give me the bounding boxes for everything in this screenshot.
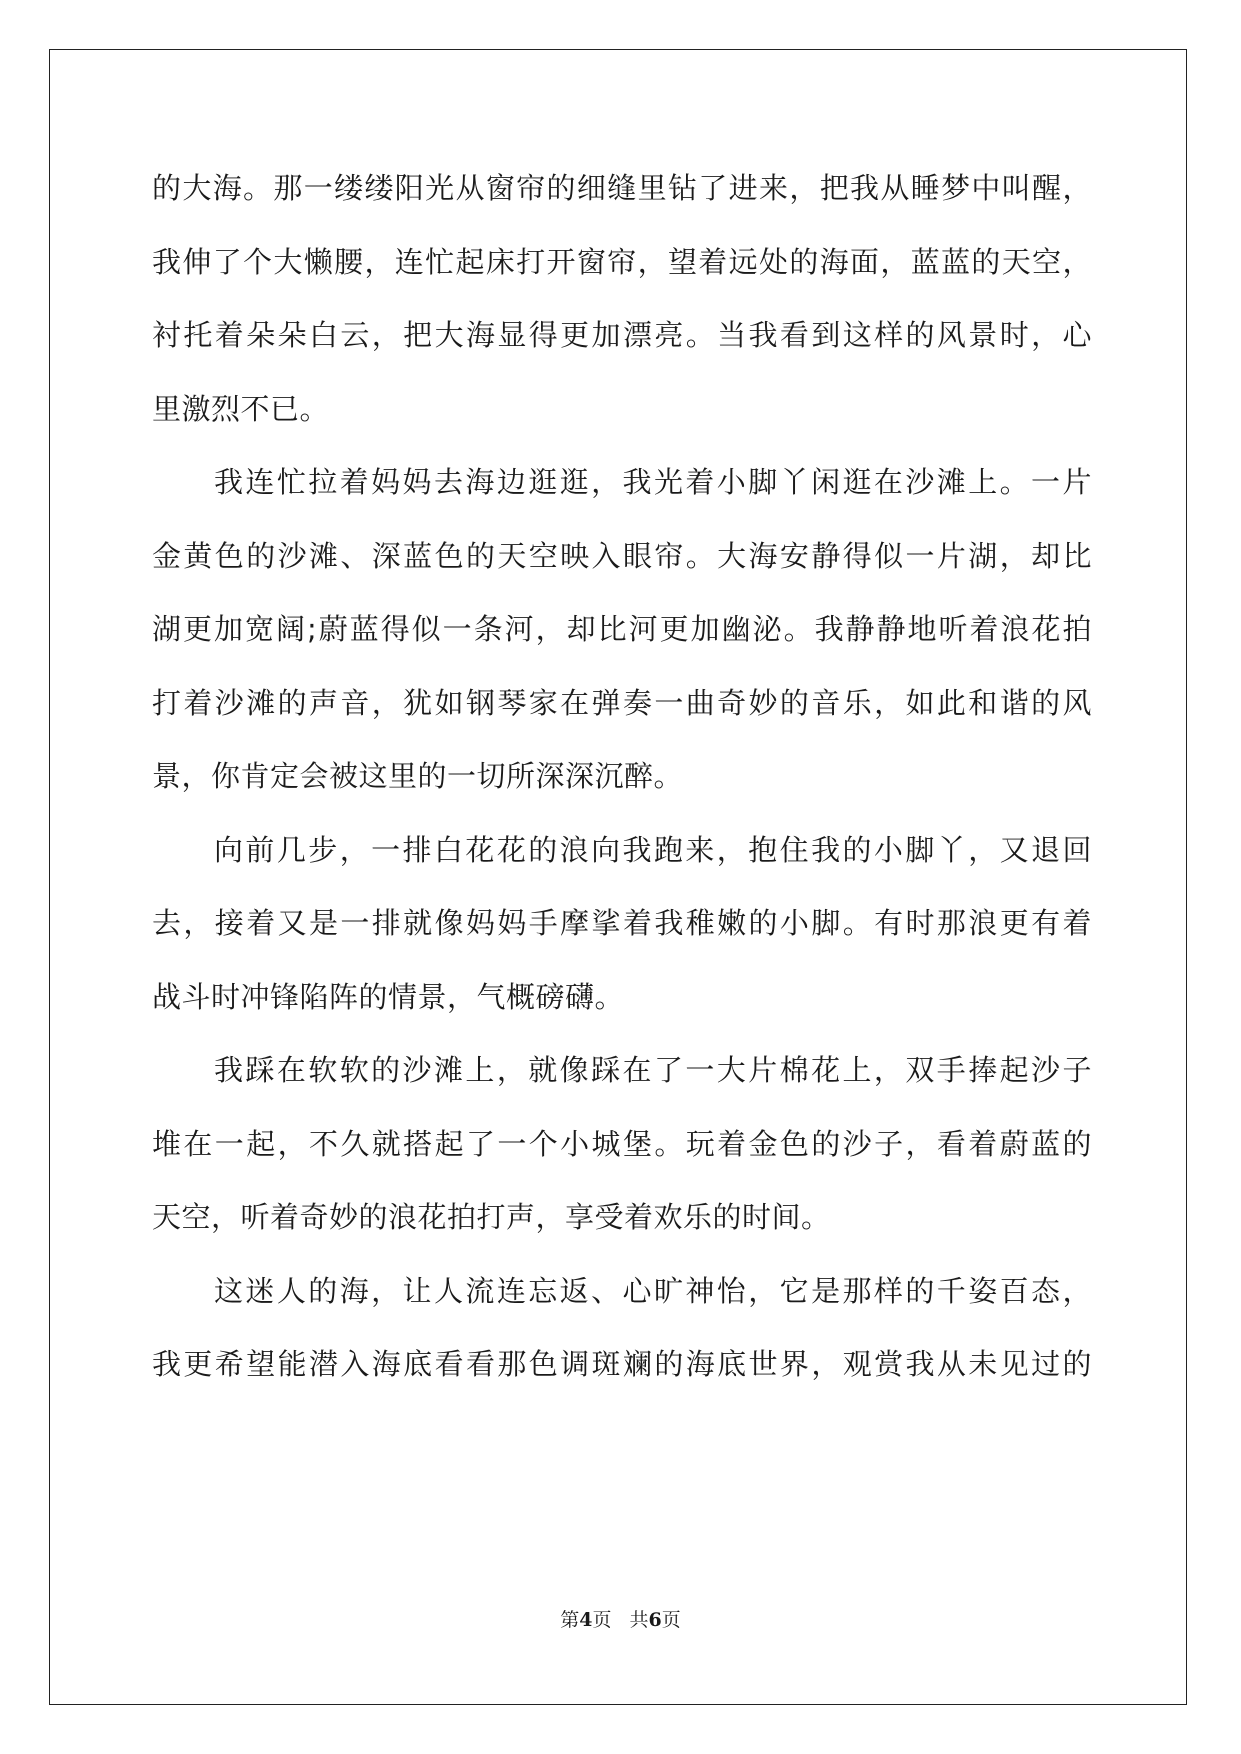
text-line: 的大海。那一缕缕阳光从窗帘的细缝里钻了进来，把我从睡梦中叫醒， [152, 171, 1092, 205]
paragraph-first-line: 这迷人的海，让人流连忘返、心旷神怡，它是那样的千姿百态， [214, 1273, 1092, 1308]
total-prefix: 共 [629, 1609, 649, 1631]
text-line: 战斗时冲锋陷阵的情景，气概磅礴。 [152, 979, 625, 1014]
total-number: 6 [648, 1609, 662, 1631]
text-line: 金黄色的沙滩、深蓝色的天空映入眼帘。大海安静得似一片湖，却比 [152, 538, 1092, 573]
paragraph-first-line: 我踩在软软的沙滩上，就像踩在了一大片棉花上，双手捧起沙子 [214, 1053, 1092, 1087]
text-line: 里激烈不已。 [152, 391, 330, 426]
text-line: 我伸了个大懒腰，连忙起床打开窗帘，望着远处的海面，蓝蓝的天空， [152, 244, 1092, 279]
page-footer [0, 1605, 1241, 1632]
total-suffix: 页 [661, 1609, 681, 1631]
paragraph-first-line: 向前几步，一排白花花的浪向我跑来，抱住我的小脚丫，又退回 [214, 832, 1092, 867]
paragraph-first-line: 我连忙拉着妈妈去海边逛逛，我光着小脚丫闲逛在沙滩上。一片 [214, 465, 1092, 499]
text-line: 湖更加宽阔;蔚蓝得似一条河，却比河更加幽泌。我静静地听着浪花拍 [152, 612, 1092, 646]
text-line: 景，你肯定会被这里的一切所深深沉醉。 [152, 759, 684, 793]
page-number: 4 [579, 1609, 593, 1631]
text-line: 我更希望能潜入海底看看那色调斑斓的海底世界，观赏我从未见过的 [152, 1347, 1092, 1381]
text-line: 去，接着又是一排就像妈妈手摩挲着我稚嫩的小脚。有时那浪更有着 [152, 906, 1092, 940]
text-line: 天空，听着奇妙的浪花拍打声，享受着欢乐的时间。 [152, 1200, 831, 1234]
text-line: 打着沙滩的声音，犹如钢琴家在弹奏一曲奇妙的音乐，如此和谐的风 [152, 685, 1092, 720]
page-suffix: 页 [592, 1609, 612, 1631]
page-prefix: 第 [560, 1609, 580, 1631]
text-line: 衬托着朵朵白云，把大海显得更加漂亮。当我看到这样的风景时，心 [152, 318, 1092, 352]
document-body [152, 152, 1092, 1402]
text-line: 堆在一起，不久就搭起了一个小城堡。玩着金色的沙子，看着蔚蓝的 [152, 1126, 1092, 1161]
